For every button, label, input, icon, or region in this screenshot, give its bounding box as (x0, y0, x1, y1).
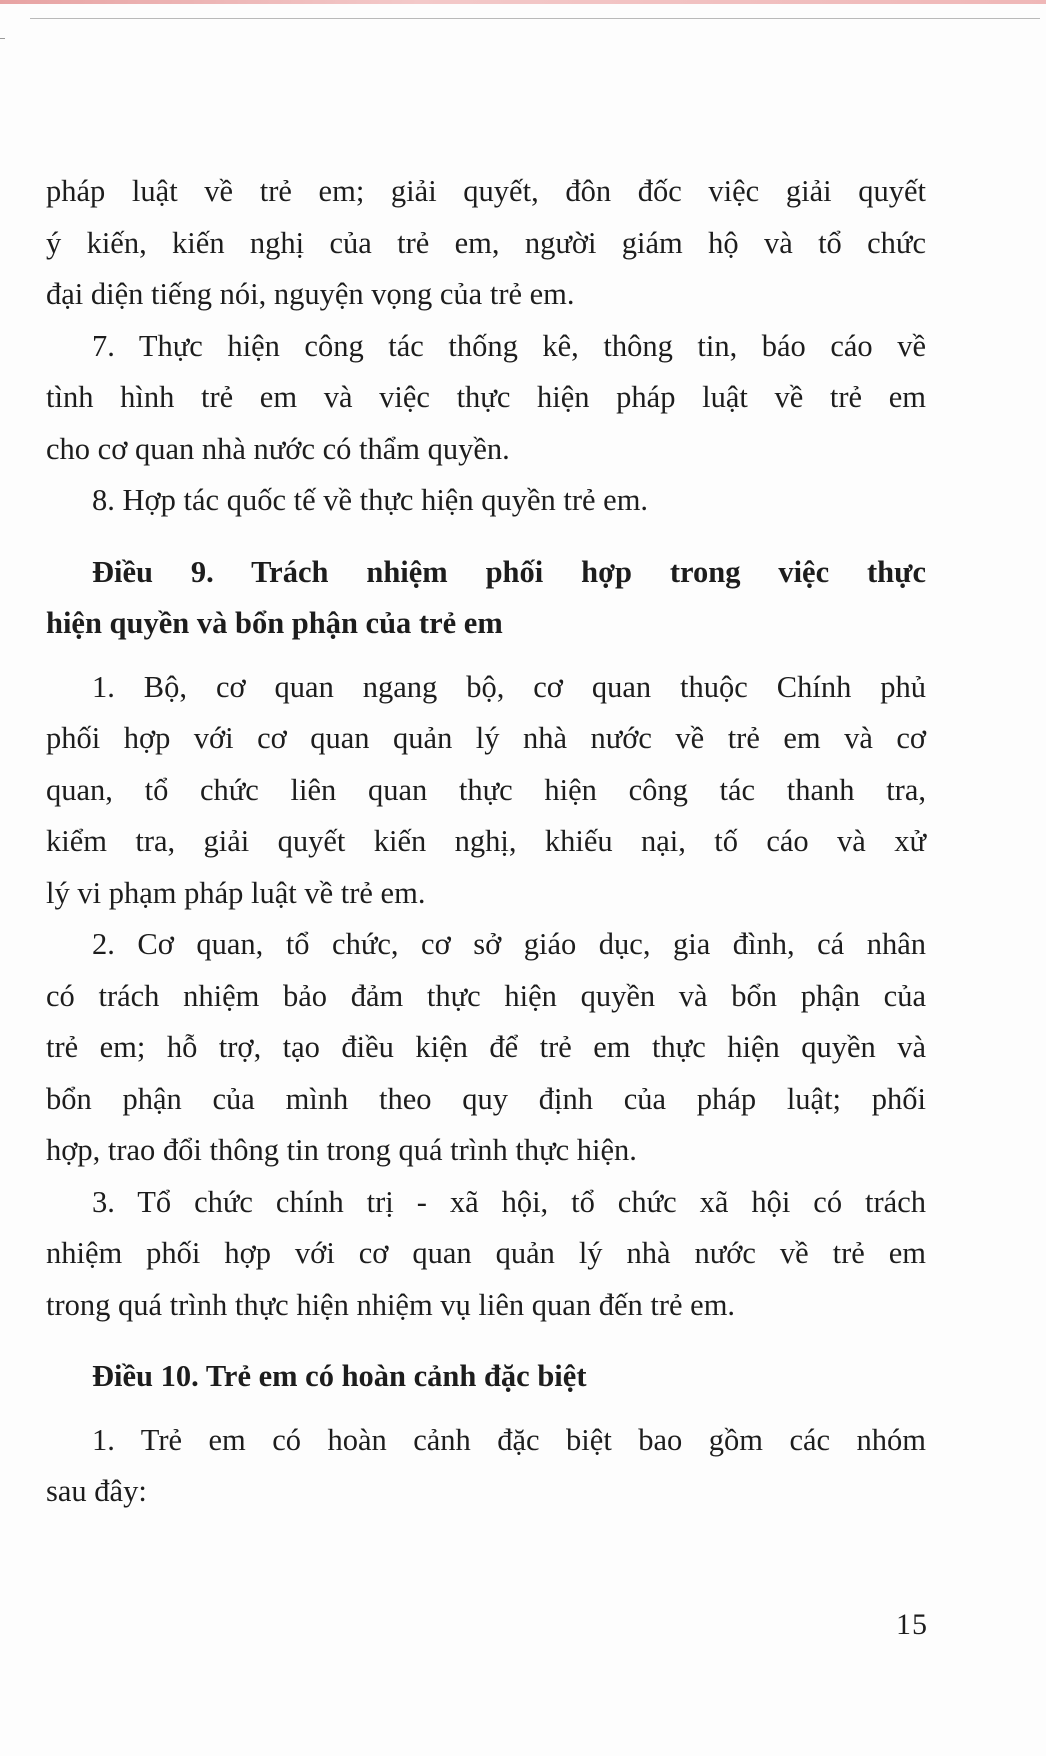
article-heading (46, 1351, 926, 1403)
text-line: lý vi phạm pháp luật về trẻ em. (46, 875, 426, 910)
text-line: tình hình trẻ em và việc thực hiện pháp luật về trẻ em (46, 380, 926, 414)
text-line: bổn phận của mình theo quy định của pháp luật; phối (46, 1081, 926, 1116)
heading-line: hiện quyền và bổn phận của trẻ em (46, 606, 503, 640)
paragraph (46, 1177, 926, 1332)
text-line: hợp, trao đổi thông tin trong quá trình thực hiện. (46, 1133, 637, 1167)
text-line: cho cơ quan nhà nước có thẩm quyền. (46, 431, 510, 466)
text-line: kiểm tra, giải quyết kiến nghị, khiếu nại, tố cáo và xử (46, 824, 926, 858)
text-line: 1. Trẻ em có hoàn cảnh đặc biệt bao gồm các nhóm (92, 1422, 926, 1457)
text-line: 1. Bộ, cơ quan ngang bộ, cơ quan thuộc Chính phủ (92, 669, 926, 704)
page-edge-mark (0, 38, 5, 39)
heading-spacing (46, 527, 926, 547)
text-line: có trách nhiệm bảo đảm thực hiện quyền và bổn phận của (46, 978, 926, 1013)
text-line: ý kiến, kiến nghị của trẻ em, người giám hộ và tổ chức (46, 225, 926, 260)
page-top-edge (0, 0, 1046, 4)
heading-line: Điều 10. Trẻ em có hoàn cảnh đặc biệt (92, 1359, 587, 1393)
paragraph (46, 166, 926, 321)
paragraph (46, 919, 926, 1177)
paragraph (46, 475, 926, 527)
page-number: 15 (896, 1608, 928, 1641)
text-line: trong quá trình thực hiện nhiệm vụ liên quan đến trẻ em. (46, 1287, 736, 1322)
text-line: trẻ em; hỗ trợ, tạo điều kiện để trẻ em thực hiện quyền và (46, 1030, 926, 1064)
heading-spacing (46, 1403, 926, 1415)
text-line: 7. Thực hiện công tác thống kê, thông tin, báo cáo về (92, 328, 926, 363)
text-line: đại diện tiếng nói, nguyện vọng của trẻ em. (46, 277, 575, 311)
text-line: 2. Cơ quan, tổ chức, cơ sở giáo dục, gia đình, cá nhân (92, 927, 926, 961)
text-line: phối hợp với cơ quan quản lý nhà nước về trẻ em và cơ (46, 721, 926, 755)
paragraph (46, 321, 926, 476)
page-text (46, 166, 926, 1518)
text-line: 8. Hợp tác quốc tế về thực hiện quyền trẻ em. (92, 483, 649, 517)
page-top-rule (30, 18, 1040, 19)
text-line: sau đây: (46, 1474, 147, 1508)
text-line: quan, tổ chức liên quan thực hiện công tác thanh tra, (46, 772, 926, 807)
text-line: pháp luật về trẻ em; giải quyết, đôn đốc việc giải quyết (46, 174, 926, 208)
text-line: 3. Tổ chức chính trị - xã hội, tổ chức xã hội có trách (92, 1184, 926, 1219)
paragraph (46, 1415, 926, 1518)
heading-spacing (46, 1331, 926, 1351)
heading-spacing (46, 650, 926, 662)
heading-line: Điều 9. Trách nhiệm phối hợp trong việc thực (92, 554, 926, 589)
article-heading (46, 547, 926, 650)
text-line: nhiệm phối hợp với cơ quan quản lý nhà nước về trẻ em (46, 1236, 926, 1270)
paragraph (46, 662, 926, 920)
